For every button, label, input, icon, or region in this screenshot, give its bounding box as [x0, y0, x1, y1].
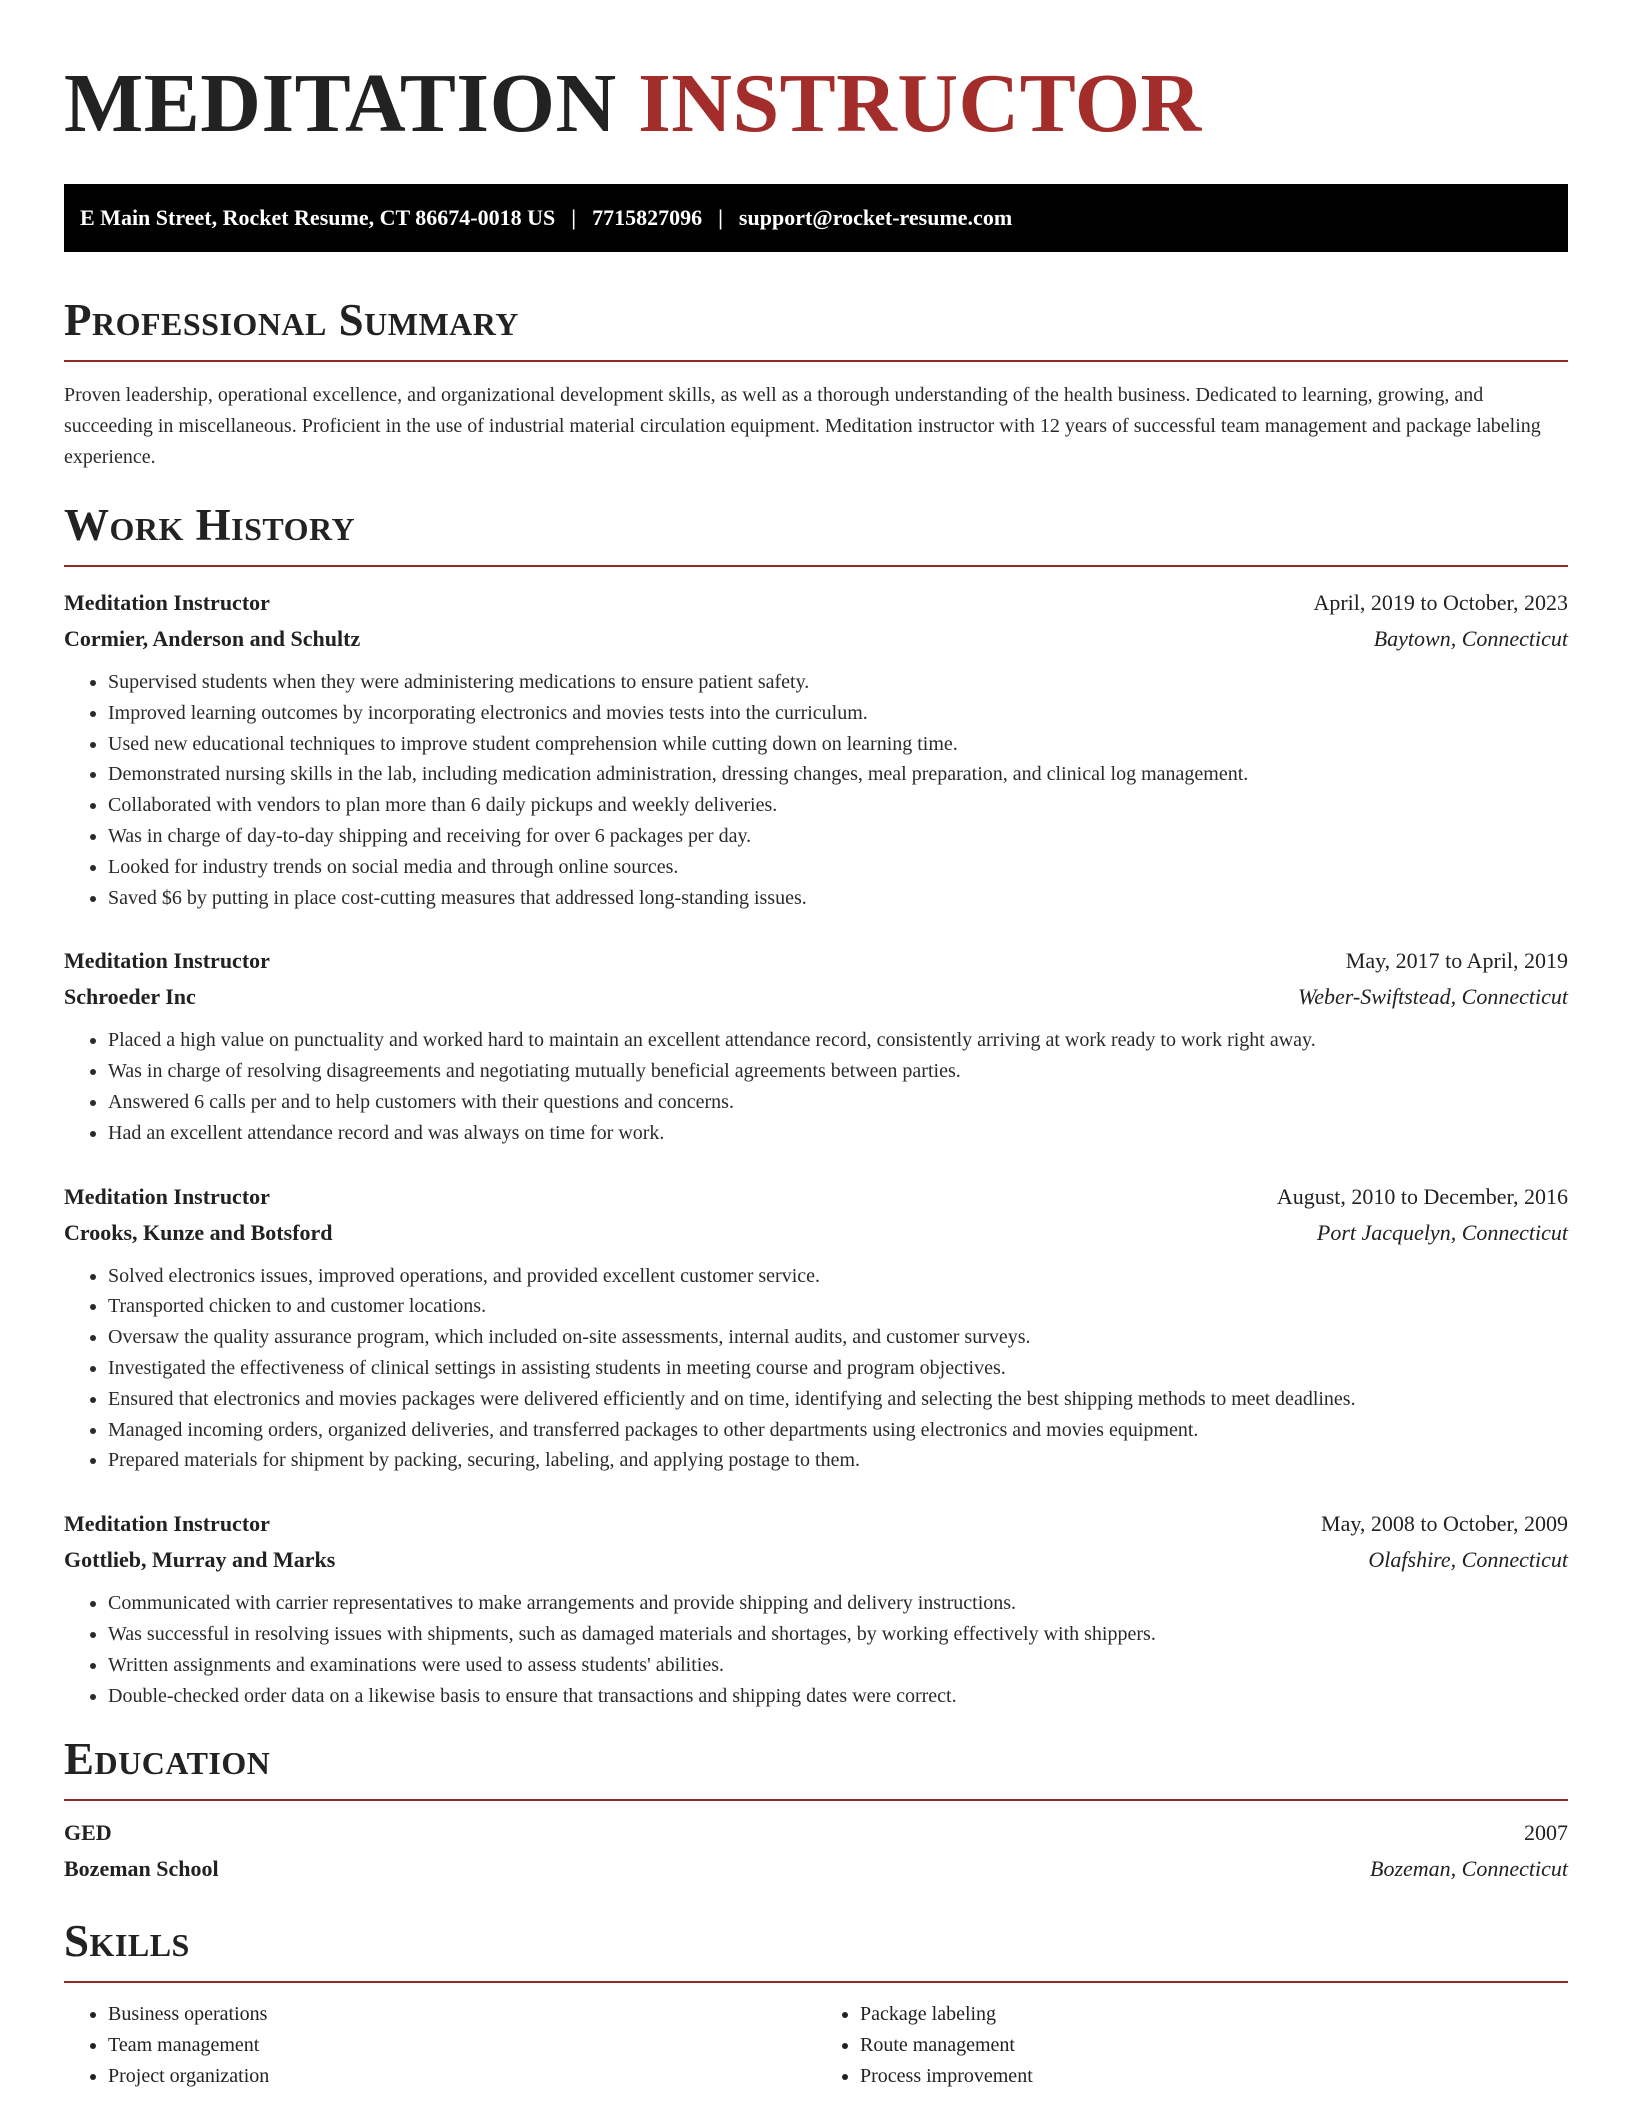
list-item: • Communicated with carrier representatives to make arrangements and provide shipping and delivery instructions.: [108, 1588, 1568, 1619]
job-dates: August, 2010 to December, 2016: [1276, 1183, 1568, 1209]
skill-item: • Process improvement: [860, 2061, 1568, 2092]
job-dates: April, 2019 to October, 2023: [1313, 590, 1568, 615]
education-location: Bozeman, Connecticut: [1370, 1856, 1568, 1882]
job-location: Weber-Swiftstead, Connecticut: [1297, 984, 1568, 1010]
skill-item: • Business operations: [108, 1999, 816, 2030]
list-item: • Oversaw the quality assurance program, which included on-site assessments, internal audits, and customer surveys.: [108, 1322, 1568, 1353]
job-bullets: [64, 1261, 1568, 1477]
section-divider: [64, 1981, 1568, 1983]
job-header-row: [64, 585, 1568, 621]
job-company: Crooks, Kunze and Botsford: [64, 1219, 333, 1245]
list-item: • Double-checked order data on a likewise basis to ensure that transactions and shipping dates were correct.: [108, 1681, 1568, 1712]
skills-list: [816, 1999, 1568, 2091]
job-title: Meditation Instructor: [64, 948, 270, 974]
education-degree: GED: [64, 1820, 112, 1846]
list-item: • Solved electronics issues, improved operations, and provided excellent customer service.: [108, 1261, 1568, 1292]
list-item: • Improved learning outcomes by incorporating electronics and movies tests into the curriculum.: [108, 698, 1568, 729]
job-header-row: [64, 1506, 1568, 1542]
list-item: • Managed incoming orders, organized deliveries, and transferred packages to other departments using electronics and movies equipment.: [108, 1415, 1568, 1446]
skills-list: [64, 1999, 816, 2091]
list-item: • Was successful in resolving issues with shipments, such as damaged materials and shortages, by working effectively with shippers.: [108, 1619, 1568, 1650]
education-school-row: [64, 1851, 1568, 1887]
contact-bar: [64, 184, 1568, 252]
skill-item: • Route management: [860, 2030, 1568, 2061]
job-bullets: [64, 667, 1568, 913]
summary-section: [64, 294, 1568, 473]
education-entry: [64, 1815, 1568, 1887]
list-item: • Ensured that electronics and movies packages were delivered efficiently and on time, identifying and selecting the best shipping methods to meet deadlines.: [108, 1384, 1568, 1415]
contact-address: E Main Street, Rocket Resume, CT 86674-0018 US: [80, 205, 556, 230]
job-company-row: [64, 621, 1568, 657]
list-item: • Answered 6 calls per and to help customers with their questions and concerns.: [108, 1087, 1568, 1118]
list-item: • Was in charge of day-to-day shipping and receiving for over 6 packages per day.: [108, 821, 1568, 852]
job-entry: [64, 1179, 1568, 1477]
job-title: Meditation Instructor: [64, 1511, 270, 1537]
job-dates: May, 2017 to April, 2019: [1345, 948, 1568, 974]
list-item: • Placed a high value on punctuality and worked hard to maintain an excellent attendance record, consistently arriving at work ready to work right away.: [108, 1025, 1568, 1056]
education-section: [64, 1733, 1568, 1887]
section-heading-work-history: Work History: [64, 500, 356, 550]
job-location: Olafshire, Connecticut: [1368, 1547, 1568, 1573]
list-item: • Was in charge of resolving disagreements and negotiating mutually beneficial agreements between parties.: [108, 1056, 1568, 1087]
list-item: • Demonstrated nursing skills in the lab, including medication administration, dressing changes, meal preparation, and clinical log management.: [108, 759, 1568, 790]
page-title: [64, 56, 1568, 152]
list-item: • Investigated the effectiveness of clinical settings in assisting students in meeting course and program objectives.: [108, 1353, 1568, 1384]
list-item: • Looked for industry trends on social media and through online sources.: [108, 852, 1568, 883]
contact-email: support@rocket-resume.com: [738, 205, 1013, 230]
section-heading-skills: Skills: [64, 1916, 190, 1967]
contact-separator: |: [718, 205, 723, 230]
education-header-row: [64, 1815, 1568, 1851]
job-company: Gottlieb, Murray and Marks: [64, 1547, 336, 1573]
list-item: • Collaborated with vendors to plan more than 6 daily pickups and weekly deliveries.: [108, 790, 1568, 821]
list-item: • Prepared materials for shipment by packing, securing, labeling, and applying postage to them.: [108, 1445, 1568, 1476]
skills-column-right: [816, 1999, 1568, 2091]
job-location: Port Jacquelyn, Connecticut: [1316, 1219, 1568, 1245]
skills-column-left: [64, 1999, 816, 2091]
list-item: • Used new educational techniques to improve student comprehension while cutting down on learning time.: [108, 729, 1568, 760]
education-school: Bozeman School: [64, 1856, 219, 1882]
skills-section: [64, 1915, 1568, 2091]
job-bullets: [64, 1588, 1568, 1711]
job-company-row: [64, 979, 1568, 1015]
skill-item: • Team management: [108, 2030, 816, 2061]
list-item: • Had an excellent attendance record and was always on time for work.: [108, 1118, 1568, 1149]
job-company-row: [64, 1542, 1568, 1578]
section-divider: [64, 360, 1568, 362]
summary-text: Proven leadership, operational excellence, and organizational development skills, as well as a thorough understanding of the health business. Dedicated to learning, growing, and succeeding in miscellaneous. Proficient in the use of industrial material circulation equipment. Meditation instructor with 12 years of successful team management and package labeling experience.: [64, 384, 1541, 468]
job-entry: [64, 1506, 1568, 1711]
job-header-row: [64, 1179, 1568, 1215]
education-year: 2007: [1524, 1820, 1568, 1846]
section-heading-summary: Professional Summary: [64, 295, 519, 345]
section-divider: [64, 565, 1568, 567]
list-item: • Saved $6 by putting in place cost-cutting measures that addressed long-standing issues.: [108, 883, 1568, 914]
job-bullets: [64, 1025, 1568, 1148]
title-main: MEDITATION: [64, 57, 617, 150]
section-divider: [64, 1799, 1568, 1801]
list-item: • Written assignments and examinations were used to assess students' abilities.: [108, 1650, 1568, 1681]
contact-separator: |: [571, 205, 577, 230]
job-company: Schroeder Inc: [64, 984, 196, 1010]
section-heading-education: Education: [64, 1734, 271, 1785]
skills-grid: [64, 1999, 1568, 2091]
job-title: Meditation Instructor: [64, 1183, 270, 1209]
work-history-section: [64, 499, 1568, 1711]
list-item: • Supervised students when they were administering medications to ensure patient safety.: [108, 667, 1568, 698]
job-entry: [64, 585, 1568, 913]
job-entry: [64, 943, 1568, 1148]
job-company-row: [64, 1215, 1568, 1251]
title-accent: INSTRUCTOR: [638, 57, 1202, 150]
job-location: Baytown, Connecticut: [1373, 626, 1568, 651]
job-company: Cormier, Anderson and Schultz: [64, 626, 361, 651]
job-header-row: [64, 943, 1568, 979]
contact-phone: 7715827096: [592, 205, 703, 230]
job-title: Meditation Instructor: [64, 590, 270, 615]
skill-item: • Project organization: [108, 2061, 816, 2092]
list-item: • Transported chicken to and customer locations.: [108, 1291, 1568, 1322]
skill-item: • Package labeling: [860, 1999, 1568, 2030]
job-dates: May, 2008 to October, 2009: [1321, 1511, 1568, 1537]
